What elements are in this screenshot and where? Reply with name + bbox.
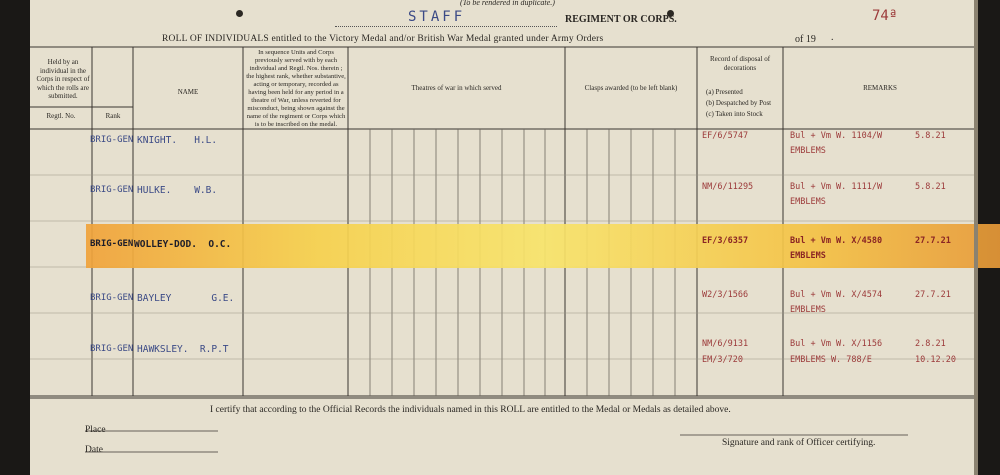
- certification-text: I certify that according to the Official Records the individuals named in this ROLL are entitled to the Medal or Medals as detailed above.: [210, 405, 731, 415]
- regiment-label: REGIMENT OR CORPS.: [565, 14, 677, 25]
- entry-disposal: W2/3/1566: [702, 290, 749, 300]
- entry-rank: BRIG-GEN: [90, 135, 134, 145]
- entry-date: 5.8.21: [915, 182, 946, 192]
- entry-remark: Bul + Vm W. 1104/W: [790, 131, 883, 141]
- option-despatched: (b) Despatched by Post: [706, 99, 772, 107]
- entry-remark: Bul + Vm W. X/1156: [790, 339, 883, 349]
- col-header-rank: Rank: [105, 112, 121, 120]
- place-label: Place: [85, 425, 106, 435]
- entry-remark: Bul + Vm W. 1111/W: [790, 182, 883, 192]
- col-header-remarks: REMARKS: [863, 84, 897, 92]
- col-header-clasps: Clasps awarded (to be left blank): [584, 84, 678, 92]
- roll-title: ROLL OF INDIVIDUALS entitled to the Victory Medal and/or British War Medal granted under Army Orders: [162, 34, 604, 44]
- entry-emblems: EMBLEMS: [790, 146, 826, 156]
- duplicate-note: (To be rendered in duplicate.): [460, 0, 555, 7]
- entry-disposal: NM/6/9131: [702, 339, 749, 349]
- entry-disposal: EF/6/5747: [702, 131, 749, 141]
- entry-date: 5.8.21: [915, 131, 946, 141]
- entry-rank: BRIG-GEN: [90, 344, 134, 354]
- entry-emblems: EMBLEMS: [790, 251, 826, 261]
- disposal-options: [706, 87, 771, 120]
- entry-disposal: EF/3/6357: [702, 236, 749, 246]
- option-taken-into-stock: (c) Taken into Stock: [706, 110, 763, 118]
- entry-rank: BRIG-GEN: [90, 293, 134, 303]
- year-label: of 19: [795, 34, 816, 45]
- col-header-name: NAME: [177, 88, 199, 96]
- entry-emblems: EMBLEMS W. 788/E: [790, 355, 872, 365]
- entry-remark: Bul + Vm W. X/4574: [790, 290, 883, 300]
- entry-date: 2.8.21: [915, 339, 946, 349]
- col-header-held-by: Held by an individual in the Corps in respect of which the rolls are submitted.: [36, 58, 90, 100]
- year-dot: .: [831, 32, 834, 43]
- entry-disposal-2: EM/3/720: [702, 355, 743, 365]
- col-header-regtl-no: Regtl. No.: [46, 112, 76, 120]
- unit-name: STAFF: [408, 9, 466, 25]
- entry-name: WOLLEY-DOD. O.C.: [134, 239, 232, 250]
- option-presented: (a) Presented: [706, 88, 743, 96]
- entry-date: 27.7.21: [915, 290, 951, 300]
- col-header-theatres: Theatres of war in which served: [411, 84, 502, 92]
- entry-rank: BRIG-GEN: [90, 185, 134, 195]
- entry-name: HULKE. W.B.: [137, 185, 218, 196]
- roll-page: [30, 0, 978, 475]
- entry-name: HAWKSLEY. R.P.T: [137, 344, 229, 355]
- col-header-units: In sequence Units and Corps previously served with by each individual and Regtl. Nos. therein ; the highest rank, whether substantive, acting or temporary, recorded as having been held for any period in a theatre of War, unless reverted for misconduct, being shown against the name of the regiment or Corps which is to be inscribed on the medal.: [246, 49, 346, 128]
- col-header-disposal: Record of disposal of decorations: [709, 55, 771, 72]
- signature-label: Signature and rank of Officer certifying.: [722, 438, 876, 448]
- entry-remark: Bul + Vm W. X/4580: [790, 236, 883, 246]
- entry-emblems: EMBLEMS: [790, 197, 826, 207]
- entry-date: 27.7.21: [915, 236, 951, 246]
- entry-date-2: 10.12.20: [915, 355, 956, 365]
- entry-emblems: EMBLEMS: [790, 305, 826, 315]
- page-number: 74ª: [872, 8, 898, 24]
- entry-disposal: NM/6/11295: [702, 182, 754, 192]
- entry-rank: BRIG-GEN: [90, 239, 134, 249]
- entry-name: BAYLEY G.E.: [137, 293, 235, 304]
- date-label: Date: [85, 445, 103, 455]
- entry-name: KNIGHT. H.L.: [137, 135, 218, 146]
